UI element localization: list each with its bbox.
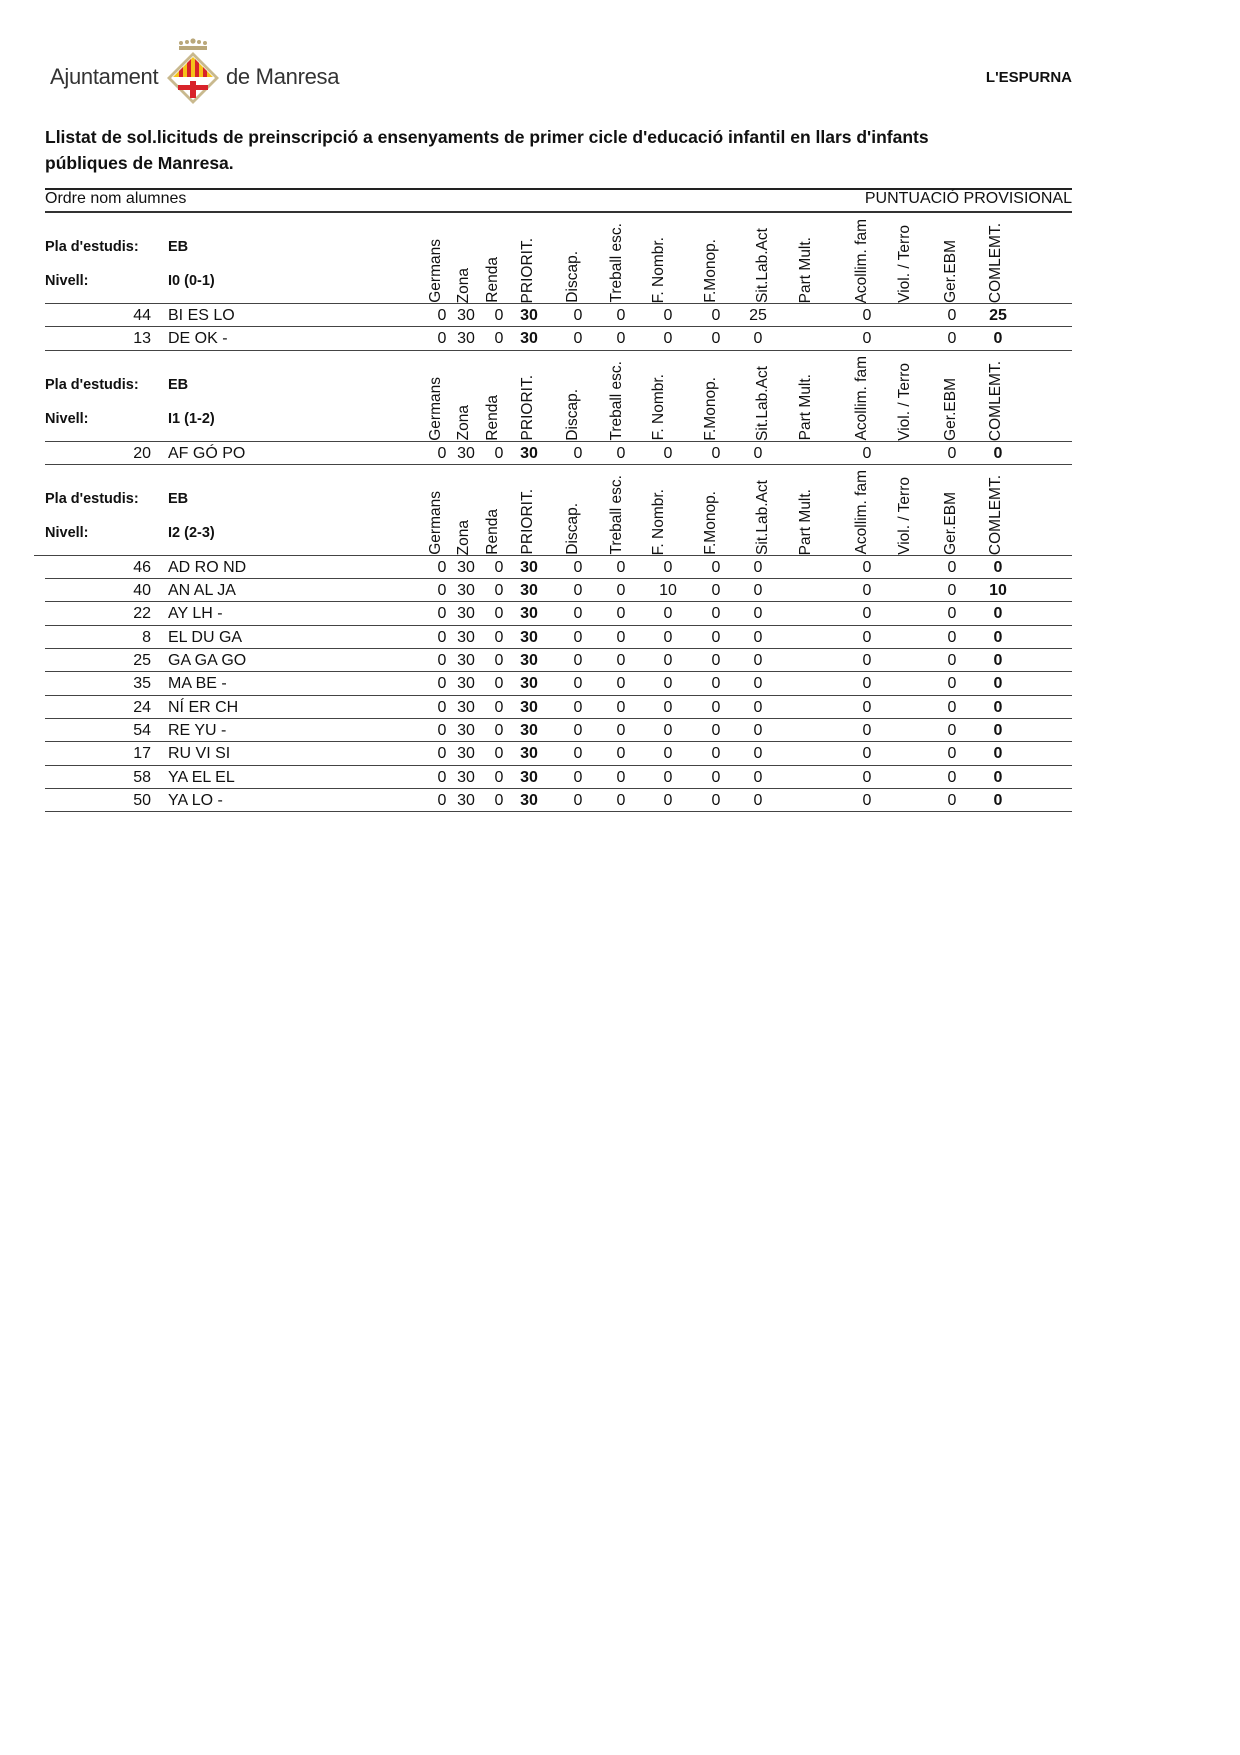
- column-header-germans: Germans: [427, 491, 444, 555]
- table-row: [34, 555, 1072, 578]
- score-renda: 0: [494, 652, 504, 670]
- score-f-monop: 0: [711, 628, 721, 646]
- score-priorit: 30: [520, 698, 538, 716]
- table-row: [45, 788, 1072, 811]
- column-header-ger-ebm: Ger.EBM: [942, 492, 959, 555]
- score-sit-lab-act: 0: [753, 330, 763, 348]
- student-initials: MA BE -: [168, 675, 227, 693]
- score-priorit: 30: [520, 582, 538, 600]
- score-ger-ebm: 0: [947, 444, 957, 462]
- score-discap: 0: [573, 582, 583, 600]
- column-header-treball-esc: Treball esc.: [608, 475, 625, 555]
- column-header-f-monop: F.Monop.: [702, 491, 719, 555]
- score-priorit: 30: [520, 745, 538, 763]
- table-row: [45, 718, 1072, 741]
- column-header-renda: Renda: [484, 509, 501, 555]
- score-comlemt: 0: [993, 628, 1003, 646]
- score-discap: 0: [573, 307, 583, 324]
- score-ger-ebm: 0: [947, 768, 957, 786]
- score-discap: 0: [573, 605, 583, 623]
- pla-value: EB: [168, 376, 189, 393]
- column-header-acollim-fam: Acollim. fam: [853, 470, 870, 555]
- nivell-value: I1 (1-2): [168, 410, 215, 427]
- score-renda: 0: [494, 558, 504, 576]
- score-zona: 30: [457, 675, 475, 693]
- application-number: 54: [133, 721, 151, 739]
- score-f-nombr: 0: [663, 652, 673, 670]
- score-ger-ebm: 0: [947, 791, 957, 809]
- score-acollim-fam: 0: [862, 745, 872, 763]
- score-renda: 0: [494, 582, 504, 600]
- column-header-discap: Discap.: [564, 388, 581, 441]
- column-header-renda: Renda: [484, 257, 501, 303]
- score-ger-ebm: 0: [947, 652, 957, 670]
- application-number: 25: [133, 652, 151, 670]
- score-comlemt: 0: [993, 605, 1003, 623]
- application-number: 22: [133, 605, 151, 623]
- score-discap: 0: [573, 791, 583, 809]
- score-germans: 0: [437, 582, 447, 600]
- score-type-label: PUNTUACIÓ PROVISIONAL: [864, 190, 1072, 207]
- score-zona: 30: [457, 628, 475, 646]
- score-priorit: 30: [520, 444, 538, 462]
- score-ger-ebm: 0: [947, 582, 957, 600]
- column-header-ger-ebm: Ger.EBM: [942, 377, 959, 441]
- column-header-f-monop: F.Monop.: [702, 239, 719, 303]
- score-zona: 30: [457, 721, 475, 739]
- score-sit-lab-act: 0: [753, 791, 763, 809]
- score-f-monop: 0: [711, 444, 721, 462]
- score-comlemt: 0: [993, 768, 1003, 786]
- column-header-comlemt: COMLEMT.: [987, 474, 1004, 555]
- score-germans: 0: [437, 558, 447, 576]
- score-acollim-fam: 0: [862, 652, 872, 670]
- score-acollim-fam: 0: [862, 628, 872, 646]
- table-row: [45, 441, 1072, 464]
- score-ger-ebm: 0: [947, 675, 957, 693]
- score-ger-ebm: 0: [947, 721, 957, 739]
- score-renda: 0: [494, 307, 504, 324]
- score-sit-lab-act: 0: [753, 768, 763, 786]
- pla-value: EB: [168, 239, 189, 255]
- column-header-sit-lab-act: Sit.Lab.Act: [754, 479, 771, 555]
- score-priorit: 30: [520, 307, 538, 324]
- center-name: L'ESPURNA: [985, 69, 1072, 86]
- student-initials: DE OK -: [168, 330, 228, 348]
- score-treball-esc: 0: [616, 628, 626, 646]
- score-treball-esc: 0: [616, 582, 626, 600]
- table-row: [45, 601, 1072, 624]
- score-comlemt: 0: [993, 791, 1003, 809]
- score-f-nombr: 0: [663, 444, 673, 462]
- order-label: Ordre nom alumnes: [45, 190, 187, 207]
- nivell-label: Nivell:: [45, 524, 89, 541]
- score-f-nombr: 0: [663, 558, 673, 576]
- score-renda: 0: [494, 330, 504, 348]
- score-sit-lab-act: 0: [753, 698, 763, 716]
- score-germans: 0: [437, 307, 447, 324]
- column-header-priorit: PRIORIT.: [519, 237, 536, 303]
- score-acollim-fam: 0: [862, 791, 872, 809]
- score-sit-lab-act: 25: [749, 307, 767, 324]
- column-header-comlemt: COMLEMT.: [987, 222, 1004, 303]
- student-initials: EL DU GA: [168, 628, 243, 646]
- score-renda: 0: [494, 721, 504, 739]
- score-zona: 30: [457, 582, 475, 600]
- application-number: 20: [133, 444, 151, 462]
- column-header-zona: Zona: [455, 267, 472, 303]
- score-sit-lab-act: 0: [753, 444, 763, 462]
- score-germans: 0: [437, 330, 447, 348]
- application-number: 50: [133, 791, 151, 809]
- score-f-monop: 0: [711, 791, 721, 809]
- score-renda: 0: [494, 791, 504, 809]
- score-treball-esc: 0: [616, 444, 626, 462]
- score-comlemt: 0: [993, 698, 1003, 716]
- score-priorit: 30: [520, 558, 538, 576]
- score-germans: 0: [437, 791, 447, 809]
- score-ger-ebm: 0: [947, 558, 957, 576]
- nivell-value: I0 (0-1): [168, 273, 215, 289]
- score-f-nombr: 0: [663, 745, 673, 763]
- score-zona: 30: [457, 307, 475, 324]
- document-title: Llistat de sol.licituds de preinscripció a ensenyaments de primer cicle d'educació infantil en llars d'infants públiques de Manresa.: [45, 127, 929, 173]
- score-f-nombr: 0: [663, 768, 673, 786]
- column-header-acollim-fam: Acollim. fam: [853, 356, 870, 441]
- score-renda: 0: [494, 444, 504, 462]
- section-header: [0, 465, 1240, 555]
- student-initials: RU VI SI: [168, 745, 231, 763]
- column-header-germans: Germans: [427, 239, 444, 303]
- application-number: 40: [133, 582, 151, 600]
- table-row: [45, 765, 1072, 788]
- score-f-monop: 0: [711, 307, 721, 324]
- score-germans: 0: [437, 652, 447, 670]
- score-f-monop: 0: [711, 698, 721, 716]
- score-f-nombr: 0: [663, 721, 673, 739]
- score-renda: 0: [494, 675, 504, 693]
- column-header-treball-esc: Treball esc.: [608, 223, 625, 303]
- score-f-monop: 0: [711, 652, 721, 670]
- column-header-f-monop: F.Monop.: [702, 376, 719, 441]
- score-f-monop: 0: [711, 768, 721, 786]
- score-comlemt: 25: [989, 307, 1007, 324]
- application-number: 8: [142, 628, 151, 646]
- table-row: [45, 741, 1072, 764]
- section-header: [0, 213, 1240, 303]
- pla-label: Pla d'estudis:: [45, 376, 139, 393]
- column-header-priorit: PRIORIT.: [519, 489, 536, 555]
- nivell-value: I2 (2-3): [168, 524, 215, 541]
- score-f-monop: 0: [711, 721, 721, 739]
- student-initials: GA GA GO: [168, 652, 247, 670]
- table-row: [45, 695, 1072, 718]
- table-row: [45, 326, 1072, 349]
- application-number: 46: [133, 558, 151, 576]
- score-acollim-fam: 0: [862, 675, 872, 693]
- score-renda: 0: [494, 745, 504, 763]
- score-discap: 0: [573, 652, 583, 670]
- coat-of-arms-icon: [164, 38, 222, 106]
- student-initials: YA EL EL: [168, 768, 235, 786]
- column-header-treball-esc: Treball esc.: [608, 361, 625, 441]
- score-sit-lab-act: 0: [753, 582, 763, 600]
- column-header-zona: Zona: [455, 519, 472, 555]
- student-initials: AF GÓ PO: [168, 444, 246, 462]
- table-row: [45, 625, 1072, 648]
- score-discap: 0: [573, 628, 583, 646]
- score-comlemt: 0: [993, 745, 1003, 763]
- score-discap: 0: [573, 721, 583, 739]
- nivell-label: Nivell:: [45, 273, 89, 289]
- score-priorit: 30: [520, 330, 538, 348]
- divider: [45, 811, 1072, 812]
- score-renda: 0: [494, 605, 504, 623]
- score-ger-ebm: 0: [947, 698, 957, 716]
- pla-label: Pla d'estudis:: [45, 239, 139, 255]
- student-initials: RE YU -: [168, 721, 227, 739]
- application-number: 58: [133, 768, 151, 786]
- score-priorit: 30: [520, 791, 538, 809]
- score-treball-esc: 0: [616, 330, 626, 348]
- column-header-viol-terro: Viol. / Terro: [896, 362, 913, 441]
- score-treball-esc: 0: [616, 791, 626, 809]
- pla-label: Pla d'estudis:: [45, 490, 139, 507]
- table-row: [45, 578, 1072, 601]
- section-header: [0, 351, 1240, 441]
- score-priorit: 30: [520, 721, 538, 739]
- score-acollim-fam: 0: [862, 307, 872, 324]
- score-ger-ebm: 0: [947, 628, 957, 646]
- score-acollim-fam: 0: [862, 721, 872, 739]
- column-header-renda: Renda: [484, 394, 501, 441]
- column-header-acollim-fam: Acollim. fam: [853, 218, 870, 303]
- score-acollim-fam: 0: [862, 582, 872, 600]
- score-f-monop: 0: [711, 330, 721, 348]
- column-header-f-nombr: F. Nombr.: [650, 488, 667, 555]
- score-ger-ebm: 0: [947, 745, 957, 763]
- score-zona: 30: [457, 330, 475, 348]
- column-header-zona: Zona: [455, 405, 472, 441]
- score-zona: 30: [457, 444, 475, 462]
- column-header-priorit: PRIORIT.: [519, 375, 536, 441]
- application-number: 17: [133, 745, 151, 763]
- score-treball-esc: 0: [616, 307, 626, 324]
- score-comlemt: 0: [993, 675, 1003, 693]
- column-header-viol-terro: Viol. / Terro: [896, 225, 913, 303]
- score-comlemt: 0: [993, 721, 1003, 739]
- score-acollim-fam: 0: [862, 605, 872, 623]
- score-zona: 30: [457, 745, 475, 763]
- column-header-sit-lab-act: Sit.Lab.Act: [754, 365, 771, 441]
- score-sit-lab-act: 0: [753, 628, 763, 646]
- column-header-discap: Discap.: [564, 251, 581, 303]
- score-renda: 0: [494, 628, 504, 646]
- application-number: 35: [133, 675, 151, 693]
- score-sit-lab-act: 0: [753, 558, 763, 576]
- score-germans: 0: [437, 768, 447, 786]
- score-comlemt: 0: [993, 444, 1003, 462]
- column-header-part-mult: Part Mult.: [797, 374, 814, 441]
- column-header-f-nombr: F. Nombr.: [650, 236, 667, 303]
- score-treball-esc: 0: [616, 768, 626, 786]
- column-header-germans: Germans: [427, 376, 444, 441]
- score-zona: 30: [457, 558, 475, 576]
- score-germans: 0: [437, 628, 447, 646]
- score-acollim-fam: 0: [862, 768, 872, 786]
- score-sit-lab-act: 0: [753, 745, 763, 763]
- score-treball-esc: 0: [616, 558, 626, 576]
- score-f-monop: 0: [711, 605, 721, 623]
- score-sit-lab-act: 0: [753, 721, 763, 739]
- logo-text-right: de Manresa: [226, 64, 340, 89]
- score-discap: 0: [573, 330, 583, 348]
- score-f-nombr: 0: [663, 330, 673, 348]
- score-f-monop: 0: [711, 675, 721, 693]
- score-germans: 0: [437, 698, 447, 716]
- score-treball-esc: 0: [616, 605, 626, 623]
- score-germans: 0: [437, 675, 447, 693]
- score-zona: 30: [457, 652, 475, 670]
- column-header-part-mult: Part Mult.: [797, 488, 814, 555]
- score-renda: 0: [494, 768, 504, 786]
- score-f-nombr: 0: [663, 698, 673, 716]
- score-zona: 30: [457, 605, 475, 623]
- column-header-sit-lab-act: Sit.Lab.Act: [754, 228, 771, 303]
- score-f-monop: 0: [711, 582, 721, 600]
- score-comlemt: 0: [993, 558, 1003, 576]
- score-ger-ebm: 0: [947, 307, 957, 324]
- application-number: 44: [133, 307, 151, 324]
- score-f-nombr: 10: [659, 582, 677, 600]
- score-zona: 30: [457, 768, 475, 786]
- score-zona: 30: [457, 791, 475, 809]
- score-discap: 0: [573, 444, 583, 462]
- score-discap: 0: [573, 698, 583, 716]
- column-header-f-nombr: F. Nombr.: [650, 374, 667, 441]
- table-row: [45, 648, 1072, 671]
- score-comlemt: 0: [993, 652, 1003, 670]
- score-germans: 0: [437, 444, 447, 462]
- score-germans: 0: [437, 745, 447, 763]
- score-f-nombr: 0: [663, 605, 673, 623]
- table-row: [45, 303, 1072, 326]
- score-acollim-fam: 0: [862, 698, 872, 716]
- score-f-nombr: 0: [663, 791, 673, 809]
- score-acollim-fam: 0: [862, 558, 872, 576]
- score-sit-lab-act: 0: [753, 652, 763, 670]
- score-ger-ebm: 0: [947, 605, 957, 623]
- score-f-monop: 0: [711, 745, 721, 763]
- student-initials: NÍ ER CH: [168, 698, 239, 716]
- column-header-comlemt: COMLEMT.: [987, 360, 1004, 441]
- score-germans: 0: [437, 605, 447, 623]
- column-header-discap: Discap.: [564, 503, 581, 555]
- score-acollim-fam: 0: [862, 330, 872, 348]
- score-priorit: 30: [520, 605, 538, 623]
- score-sit-lab-act: 0: [753, 675, 763, 693]
- nivell-label: Nivell:: [45, 410, 89, 427]
- score-discap: 0: [573, 558, 583, 576]
- score-priorit: 30: [520, 675, 538, 693]
- score-zona: 30: [457, 698, 475, 716]
- score-discap: 0: [573, 768, 583, 786]
- logo-text-left: Ajuntament: [50, 64, 159, 89]
- student-initials: AN AL JA: [168, 582, 236, 600]
- score-acollim-fam: 0: [862, 444, 872, 462]
- score-f-nombr: 0: [663, 307, 673, 324]
- score-renda: 0: [494, 698, 504, 716]
- score-f-nombr: 0: [663, 675, 673, 693]
- application-number: 24: [133, 698, 151, 716]
- student-initials: YA LO -: [168, 791, 223, 809]
- score-discap: 0: [573, 675, 583, 693]
- column-header-ger-ebm: Ger.EBM: [942, 240, 959, 303]
- score-treball-esc: 0: [616, 675, 626, 693]
- pla-value: EB: [168, 490, 189, 507]
- score-priorit: 30: [520, 768, 538, 786]
- column-header-part-mult: Part Mult.: [797, 236, 814, 303]
- score-ger-ebm: 0: [947, 330, 957, 348]
- score-treball-esc: 0: [616, 698, 626, 716]
- score-germans: 0: [437, 721, 447, 739]
- results-table: [0, 213, 1240, 812]
- score-treball-esc: 0: [616, 652, 626, 670]
- score-priorit: 30: [520, 628, 538, 646]
- student-initials: AY LH -: [168, 605, 223, 623]
- score-sit-lab-act: 0: [753, 605, 763, 623]
- student-initials: BI ES LO: [168, 307, 235, 324]
- score-f-nombr: 0: [663, 628, 673, 646]
- score-discap: 0: [573, 745, 583, 763]
- score-comlemt: 10: [989, 582, 1007, 600]
- score-treball-esc: 0: [616, 745, 626, 763]
- score-comlemt: 0: [993, 330, 1003, 348]
- column-header-viol-terro: Viol. / Terro: [896, 477, 913, 555]
- score-priorit: 30: [520, 652, 538, 670]
- score-f-monop: 0: [711, 558, 721, 576]
- score-treball-esc: 0: [616, 721, 626, 739]
- student-initials: AD RO ND: [168, 558, 247, 576]
- table-row: [45, 671, 1072, 694]
- application-number: 13: [133, 330, 151, 348]
